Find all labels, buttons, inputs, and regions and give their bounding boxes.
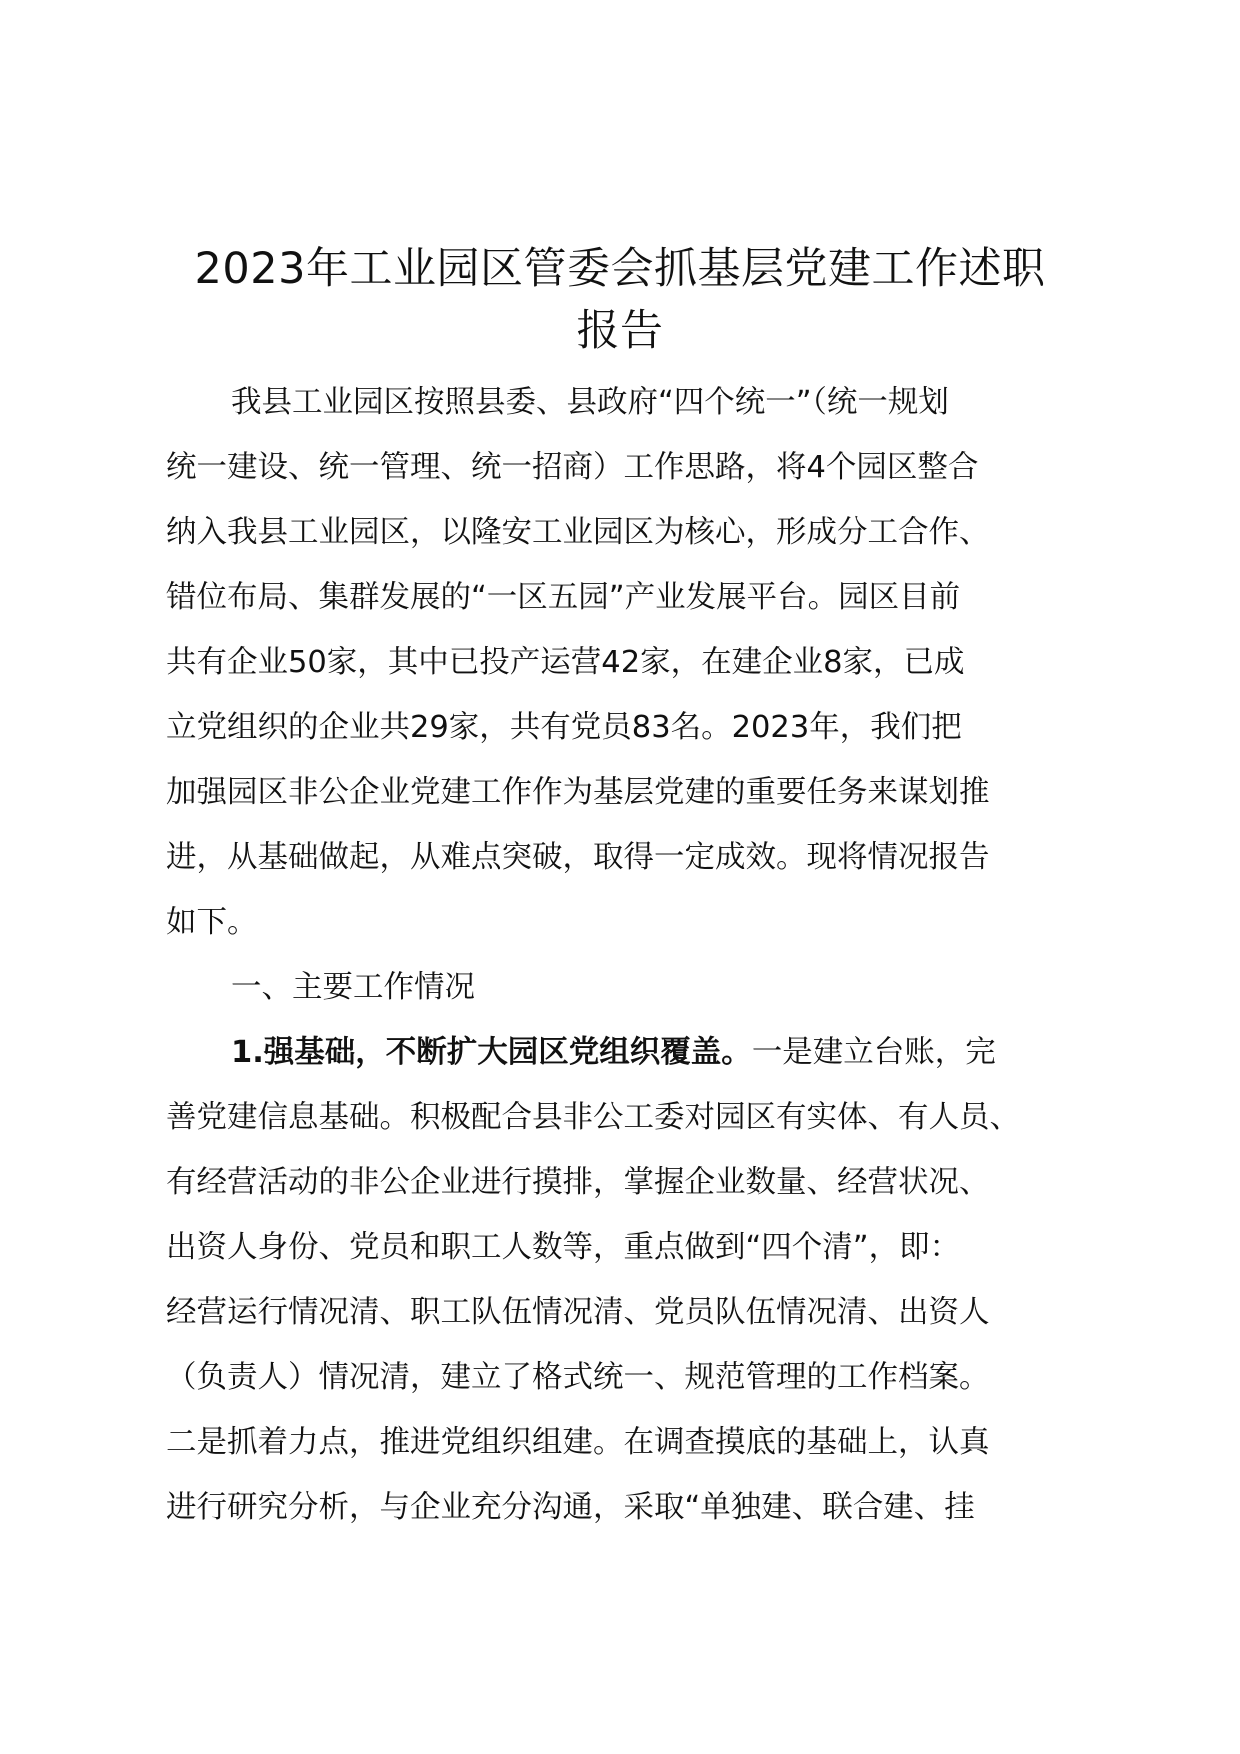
text-line: 错位布局、集群发展的“一区五园”产业发展平台。园区目前 [166, 580, 961, 615]
text-line: （负责人）情况清，建立了格式统一、规范管理的工作档案。 [166, 1360, 990, 1395]
title-line-1: 2023年工业园区管委会抓基层党建工作述职 [194, 244, 1046, 294]
text-run: 一是建立台账，完 [751, 1035, 996, 1070]
text-line: 经营运行情况清、职工队伍情况清、党员队伍情况清、出资人 [166, 1295, 990, 1330]
text-line: 善党建信息基础。积极配合县非公工委对园区有实体、有人员、 [166, 1100, 1020, 1135]
section-1-paragraph [166, 1020, 1084, 1540]
text-line [166, 1020, 1084, 1085]
text-line: 有经营活动的非公企业进行摸排，掌握企业数量、经营状况、 [166, 1165, 990, 1200]
text-line: 共有企业50家，其中已投产运营42家，在建企业8家，已成 [166, 645, 965, 680]
text-line: 纳入我县工业园区，以隆安工业园区为核心，形成分工合作、 [166, 515, 990, 550]
text-line: 立党组织的企业共29家，共有党员83名。2023年，我们把 [166, 710, 962, 745]
text-line: 进行研究分析，与企业充分沟通，采取“单独建、联合建、挂 [166, 1490, 975, 1525]
text-line: 统一建设、统一管理、统一招商）工作思路，将4个园区整合 [166, 450, 979, 485]
subsection-heading: 1.强基础，不断扩大园区党组织覆盖。 [231, 1035, 752, 1070]
intro-paragraph [166, 370, 1084, 955]
document-body [166, 370, 1084, 1540]
document-title [150, 238, 1090, 362]
text-line: 出资人身份、党员和职工人数等，重点做到“四个清”，即： [166, 1230, 961, 1265]
text-line: 进，从基础做起，从难点突破，取得一定成效。现将情况报告 [166, 840, 990, 875]
text-line: 如下。 [166, 905, 258, 940]
text-line: 二是抓着力点，推进党组织组建。在调查摸底的基础上，认真 [166, 1425, 990, 1460]
text-line: 我县工业园区按照县委、县政府“四个统一”（统一规划 [231, 385, 949, 420]
title-line-2: 报告 [576, 306, 664, 356]
text-line: 加强园区非公企业党建工作作为基层党建的重要任务来谋划推 [166, 775, 990, 810]
section-heading: 一、主要工作情况 [231, 970, 475, 1005]
